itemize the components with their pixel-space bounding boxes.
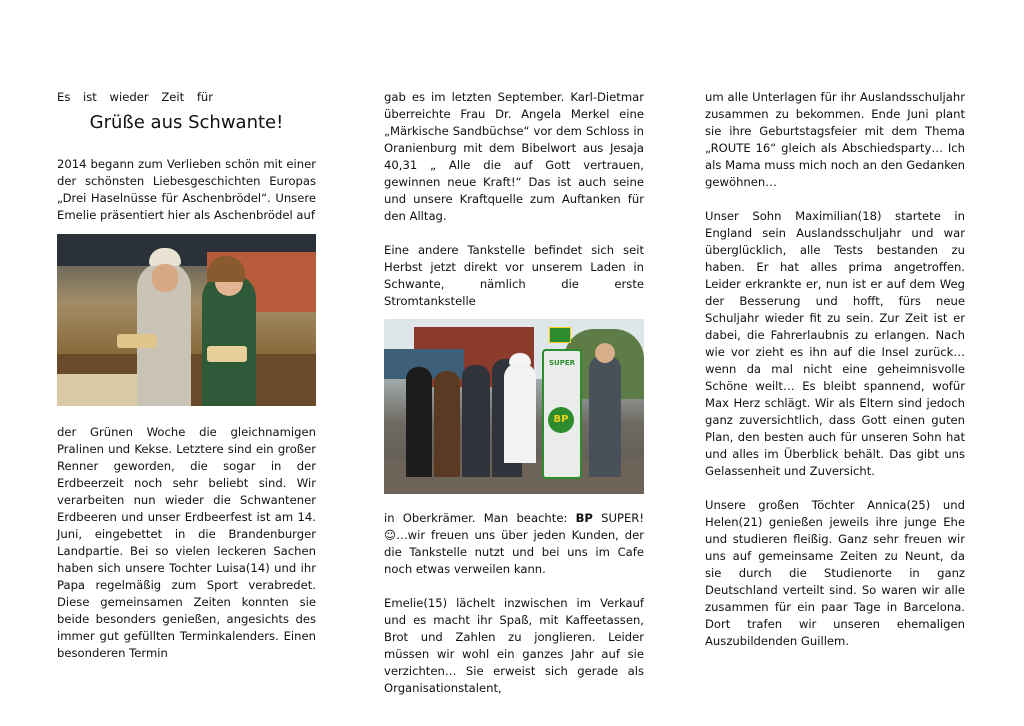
intro-line: Es ist wieder Zeit für: [57, 90, 214, 104]
paragraph: um alle Unterlagen für ihr Auslandsschuljahr zusammen zu bekommen. Ende Juni plant sie ihre Geburtstagsfeier mit dem Thema „ROUTE 16“ gleich als Abschiedsparty… Ich als Mama muss mich noch an den Gedanken gewöhnen…: [705, 90, 965, 189]
paragraph: Emelie(15) lächelt inzwischen im Verkauf und es macht ihr Spaß, mit Kaffeetassen, Brot und Zahlen zu jonglieren. Leider müssen wir wohl ein ganzes Jahr auf sie verzichten… Sie erweist sich gerade als Organisationstalent,: [384, 596, 644, 695]
paragraph: [384, 510, 644, 578]
column-1: [57, 89, 316, 662]
page-title: Grüße aus Schwante!: [89, 112, 284, 133]
paragraph: 2014 begann zum Verlieben schön mit einer der schönsten Liebesgeschichten Europas „Drei Haselnüsse für Aschenbrödel“. Unsere Emelie präsentiert hier als Aschenbrödel auf: [57, 157, 316, 222]
paragraph: Eine andere Tankstelle befindet sich seit Herbst jetzt direkt vor unserem Laden in Schwante, nämlich die erste Stromtankstelle: [384, 243, 644, 308]
paragraph: der Grünen Woche die gleichnamigen Pralinen und Kekse. Letztere sind ein großer Renner geworden, die sogar in der Erdbeerzeit noch sehr beliebt sind. Wir verarbeiten nun wieder die Schwantener Erdbeeren und unser Erdbeerfest ist am 14. Juni, eingebettet in die Brandenburger Landpartie. Bei so vielen leckeren Sachen haben sich unsere Tochter Luisa(14) und ihr Papa regelmäßig zum Sport verabredet. Diese gemeinsamen Zeiten konnten sie beide besonders genießen, angesichts des immer gut gefüllten Terminkalenders. Einen besonderen Termin: [57, 425, 316, 660]
paragraph: Unsere großen Töchter Annica(25) und Helen(21) genießen jeweils ihre junge Ehe und studieren fleißig. Ganz sehr freuen wir uns auf gemeinsame Zeiten zu Neunt, da sie durch die Studienorte in ganz Deutschland verteilt sind. So waren wir alle zusammen für ein paar Tage in Barcelona. Dort trafen wir unseren ehemaligen Auszubildenden Guillem.: [705, 498, 965, 648]
pump-label: SUPER: [548, 359, 576, 367]
column-2: [384, 89, 644, 697]
paragraph-text: SUPER! ☺…wir freuen uns über jeden Kunden, der die Tankstelle nutzt und bei uns im Cafe noch etwas verweilen kann.: [384, 511, 645, 576]
paragraph: Unser Sohn Maximilian(18) startete in England sein Auslandsschuljahr und war überglücklich, alle Tests bestanden zu haben. Er hat alles prima angetroffen. Leider erkrankte er, nun ist er auf dem Weg der Besserung und hofft, fürs neue Schuljahr wieder fit zu sein. Zur Zeit ist er dabei, die Fahrerlaubnis zu erlangen. Nach wie vor zieht es ihn auf die Insel zurück… wenn da mal nicht eine geheimnisvolle Schöne weilt… Es bleibt spannend, wofür Max Herz schlägt. Wir als Eltern sind jedoch ganz zuversichtlich, dass Gott einen guten Plan, den besten auch für unseren Sohn hat und alles im Überblick behält. Das gibt uns Gelassenheit und Zuversicht.: [705, 209, 965, 478]
bp-text: BP: [575, 511, 593, 525]
photo-aschenbroedel: [57, 234, 316, 406]
photo-stromtankstelle: [384, 319, 644, 494]
paragraph-text: in Oberkrämer. Man beachte:: [384, 511, 576, 525]
paragraph: gab es im letzten September. Karl-Dietmar überreichte Frau Dr. Angela Merkel eine „Märkische Sandbüchse“ vor dem Schloss in Oranienburg mit dem Bibelwort aus Jesaja 40,31 „ Alle die auf Gott vertrauen, gewinnen neue Kraft!“ Das ist auch seine und unsere Kraftquelle zum Auftanken für den Alltag.: [384, 90, 644, 223]
column-3: [705, 89, 965, 650]
bp-logo-icon: BP: [553, 414, 569, 425]
